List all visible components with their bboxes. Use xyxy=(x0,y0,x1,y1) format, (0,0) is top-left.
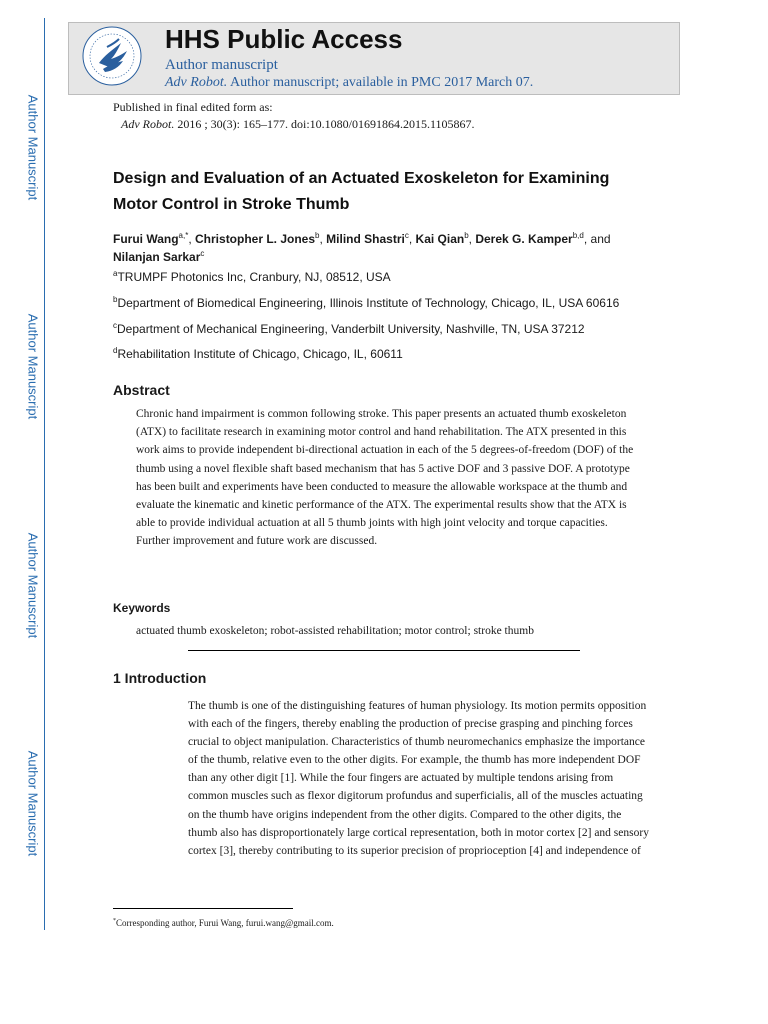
header-subtitle: Author manuscript xyxy=(165,57,278,73)
author-name: Kai Qian xyxy=(415,232,465,246)
journal-name: Adv Robot. xyxy=(121,117,175,131)
abstract-heading: Abstract xyxy=(113,382,170,398)
journal-name: Adv Robot. xyxy=(165,75,228,90)
author-name: Milind Shastri xyxy=(326,232,405,246)
abstract-text: Chronic hand impairment is common following stroke. This paper presents an actuated thumb exoskeleton (ATX) to facilitate research in examining motor control and hand rehabilitation. The ATX presented in this work aims to provide independent bi-directional actuation in each of the 5 degrees-of-freedom (DOF) of the thumb using a novel flexible shaft based mechanism that has 5 active DOF and 3 passive DOF. A prototype has been built and experiments have been conducted to measure the allowable workspace at the thumb and evaluate the kinematic and kinetic performance of the ATX. The experimental results show that the ATX is able to provide individual actuation at all 5 thumb joints with high joint velocity and torque capacities. Further improvement and future work are discussed. xyxy=(136,408,634,548)
author-name: Christopher L. Jones xyxy=(195,232,316,246)
affiliation: $^b$Department of Biomedical Engineering, Illinois Institute of Technology, Chicago, IL, USA 60616 xyxy=(113,295,620,310)
header-availability: Adv Robot. Author manuscript; available in PMC 2017 March 07. xyxy=(165,75,534,90)
header-title: HHS Public Access xyxy=(165,24,403,54)
author-list: Furui Wang$^{a,*}$, Christopher L. Jones$^b$, Milind Shastri$^c$, Kai Qian$^b$, Derek G. Kamper$^{b,d}$, and Nilanjan Sarkar$^c$ xyxy=(113,231,611,264)
affiliation: $^d$Rehabilitation Institute of Chicago, Chicago, IL, 60611 xyxy=(113,346,403,361)
footnote: *Corresponding author, Furui Wang, furui.wang@gmail.com. xyxy=(113,918,334,928)
author-name: Nilanjan Sarkar xyxy=(113,250,201,264)
affiliation: $^c$Department of Mechanical Engineering, Vanderbilt University, Nashville, TN, USA 37212 xyxy=(113,321,585,336)
author-name: Furui Wang xyxy=(113,232,179,246)
published-as-label: Published in final edited form as: xyxy=(113,100,273,114)
affiliation: $^a$TRUMPF Photonics Inc, Cranbury, NJ, 08512, USA xyxy=(113,269,391,284)
section-divider xyxy=(188,650,580,651)
paper-title: Design and Evaluation of an Actuated Exoskeleton for Examining Motor Control in Stroke Thumb xyxy=(113,170,610,213)
keywords-heading: Keywords xyxy=(113,601,171,615)
author-name: Derek G. Kamper xyxy=(475,232,573,246)
introduction-heading: 1 Introduction xyxy=(113,670,207,686)
citation: Adv Robot. 2016 ; 30(3): 165–177. doi:10.1080/01691864.2015.1105867. xyxy=(121,117,475,131)
sidebar-rule xyxy=(44,18,45,930)
introduction-text: The thumb is one of the distinguishing features of human physiology. Its motion permits opposition with each of the fingers, thereby enabling the production of precise grasping and pinching forces crucial to object manipulation. Characteristics of thumb neuromechanics emphasize the importance of the thumb, relative even to the other digits. For example, the thumb has more independent DOF than any other digit [1]. While the four fingers are actuated by multiple tendons arising from common muscles such as flexor digitorum profundus and superficialis, all of the muscles actuating on the thumb have origins independent from the other digits. Compared to the other digits, the thumb also has disproportionately large cortical representation, both in motor cortex [2] and sensory cortex [3], thereby contributing to its superior precision of proprioception [4] and independence of xyxy=(188,700,649,857)
footnote-rule xyxy=(113,908,293,909)
keywords-text: actuated thumb exoskeleton; robot-assisted rehabilitation; motor control; stroke thumb xyxy=(136,625,534,637)
hhs-eagle-logo-icon xyxy=(81,25,143,87)
